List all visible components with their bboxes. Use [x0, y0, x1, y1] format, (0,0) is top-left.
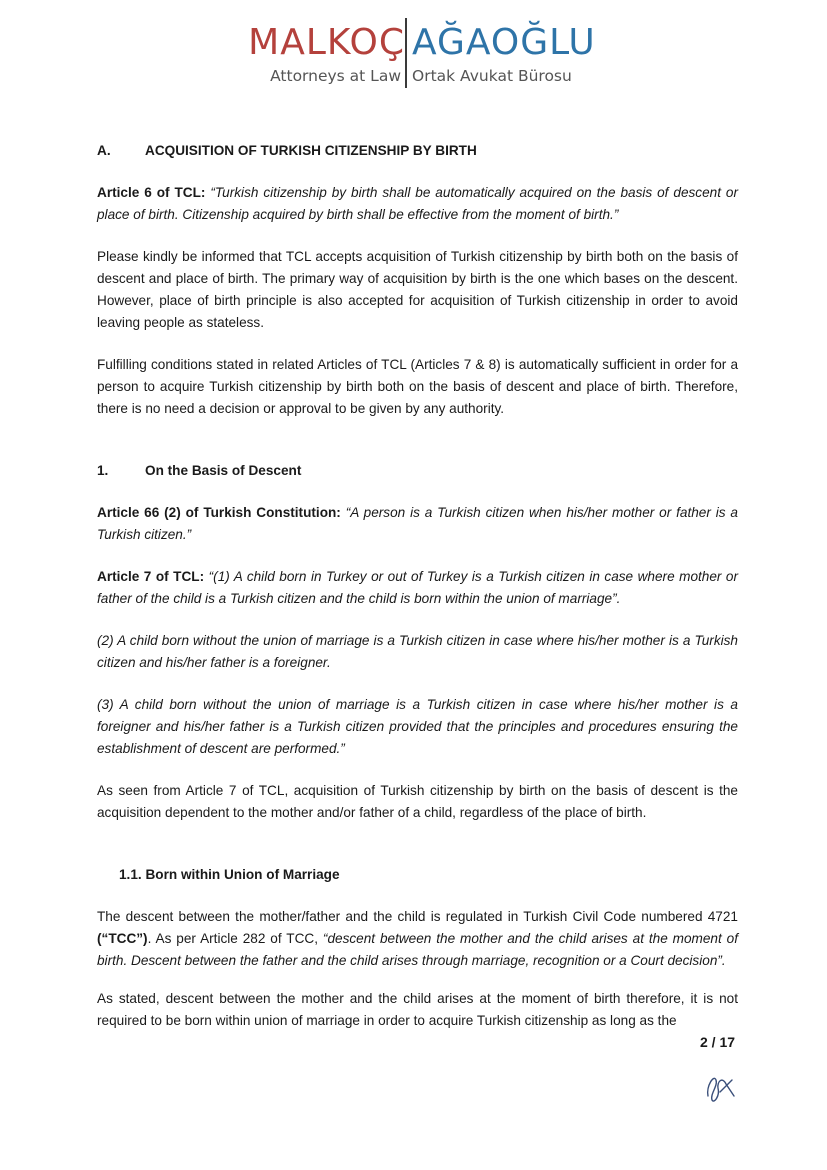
article-7-label: Article 7 of TCL: — [97, 569, 205, 584]
section-a-title: ACQUISITION OF TURKISH CITIZENSHIP BY BIRTH — [145, 143, 477, 158]
section-1-number: 1. — [97, 463, 109, 478]
article-6-paragraph — [97, 182, 738, 226]
tagline-right: Ortak Avukat Bürosu — [412, 67, 572, 85]
article-282-quote: “descent between the mother and the child arises at the moment of birth. Descent between the father and the child arises through marriage, recognition or a Court decision”. — [97, 931, 738, 968]
section-1-heading — [97, 460, 738, 482]
article-6-label: Article 6 of TCL: — [97, 185, 206, 200]
tcc-abbrev: (“TCC”) — [97, 931, 148, 946]
logo-divider — [405, 18, 407, 88]
tagline-left: Attorneys at Law — [270, 67, 401, 85]
section-a-heading — [97, 140, 738, 162]
article-66-quote: “A person is a Turkish citizen when his/her mother or father is a Turkish citizen.” — [97, 505, 738, 542]
article-6-quote: “Turkish citizenship by birth shall be automatically acquired on the basis of descent or place of birth. Citizenship acquired by birth shall be effective from the moment of birth.” — [97, 185, 738, 222]
article-7-paragraph — [97, 566, 738, 610]
letterhead — [0, 14, 827, 94]
article-66-paragraph — [97, 502, 738, 546]
tcc-text-2: . As per Article 282 of TCC, — [147, 931, 323, 946]
tcc-text-1: The descent between the mother/father and the child is regulated in Turkish Civil Code numbered 4721 — [97, 909, 738, 924]
article-7-quote-3: (3) A child born without the union of marriage is a Turkish citizen in case where his/her mother is a foreigner and his/her father is a Turkish citizen provided that the principles and procedures ensuring the establishment of descent are performed.” — [97, 697, 738, 756]
section-1-title: On the Basis of Descent — [145, 463, 302, 478]
paragraph-tcc-descent — [97, 906, 738, 972]
section-a-number: A. — [97, 143, 111, 158]
paragraph-article-7-summary: As seen from Article 7 of TCL, acquisition of Turkish citizenship by birth on the basis of descent is the acquisition dependent to the mother and/or father of a child, regardless of the place of birth. — [97, 783, 738, 820]
paragraph-tcl-acceptance: Please kindly be informed that TCL accepts acquisition of Turkish citizenship by birth both on the basis of descent and place of birth. The primary way of acquisition by birth is the one which bases on the descent. However, place of birth principle is also accepted for acquisition of Turkish citizenship in order to avoid leaving people as stateless. — [97, 249, 738, 330]
article-7-quote-1: “(1) A child born in Turkey or out of Turkey is a Turkish citizen in case where mother or father of the child is a Turkish citizen and the child is born within the union of marriage”. — [97, 569, 739, 606]
document-body — [97, 140, 738, 1032]
page-number: 2 / 17 — [700, 1034, 736, 1050]
logo-left-text: MALKOÇ — [248, 22, 405, 63]
logo-right-text: AĞAOĞLU — [412, 22, 596, 63]
article-7-quote-2: (2) A child born without the union of marriage is a Turkish citizen in case where his/her mother is a Turkish citizen and his/her father is a foreigner. — [97, 633, 738, 670]
paragraph-fulfilling-conditions: Fulfilling conditions stated in related Articles of TCL (Articles 7 & 8) is automatically sufficient in order for a person to acquire Turkish citizenship by birth both on the basis of descent and place of birth. Therefore, there is no need a decision or approval to be given by any authority. — [97, 357, 738, 416]
paragraph-mother-descent: As stated, descent between the mother and the child arises at the moment of birth therefore, it is not required to be born within union of marriage in order to acquire Turkish citizenship as long as the — [97, 991, 738, 1028]
signature-initials — [700, 1066, 740, 1106]
section-1-1-heading: 1.1. Born within Union of Marriage — [119, 867, 340, 882]
article-66-label: Article 66 (2) of Turkish Constitution: — [97, 505, 341, 520]
